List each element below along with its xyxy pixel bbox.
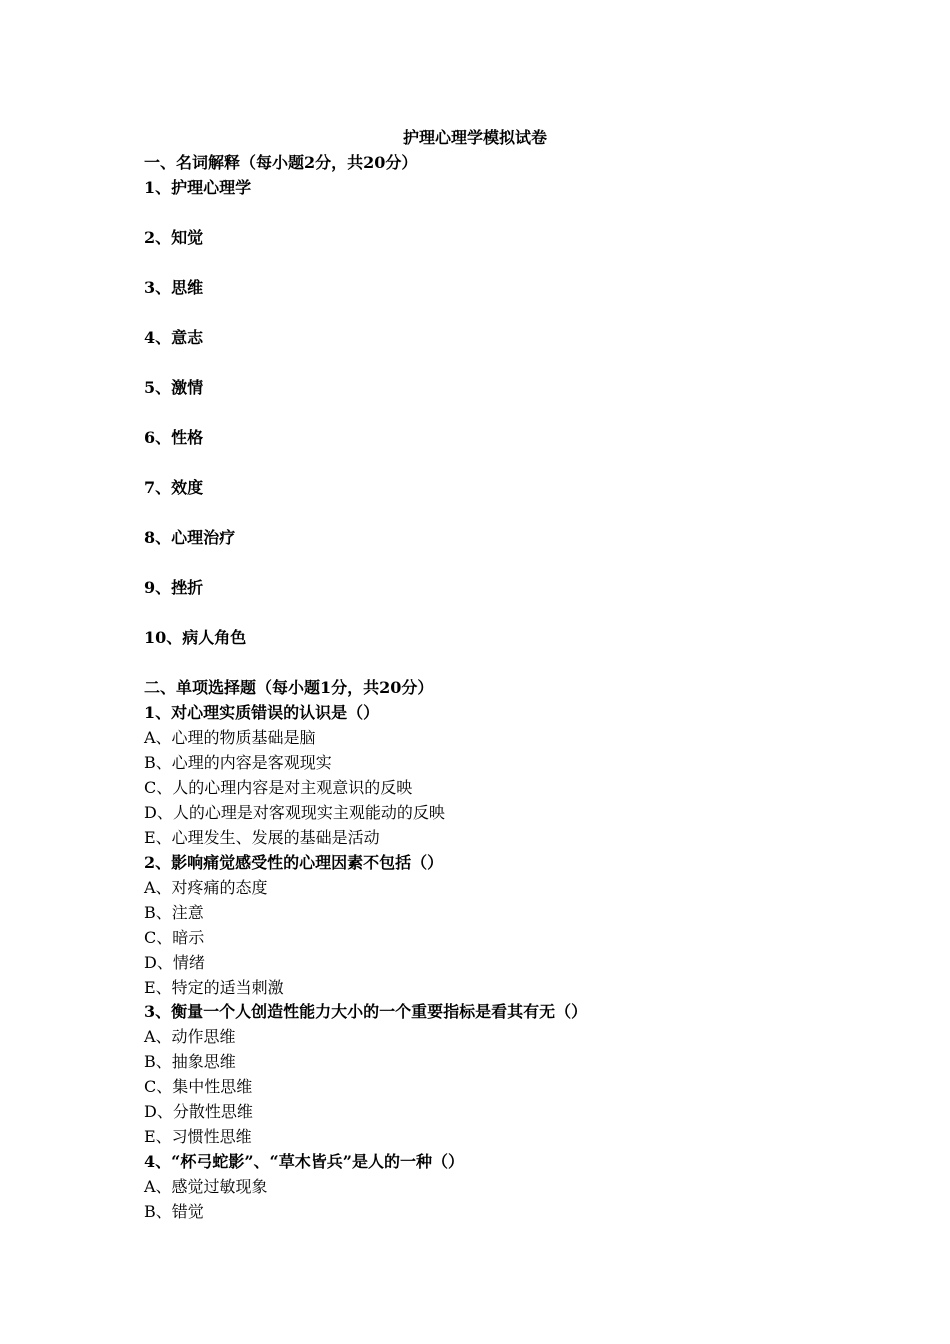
term-item: 3、思维	[144, 278, 204, 297]
term-item: 8、心理治疗	[144, 528, 236, 547]
answer-option: A、心理的物质基础是脑	[144, 728, 316, 747]
answer-option: A、对疼痛的态度	[144, 878, 268, 897]
term-item: 9、挫折	[144, 578, 204, 597]
question-text: 3、衡量一个人创造性能力大小的一个重要指标是看其有无（）	[144, 1002, 588, 1021]
answer-option: C、集中性思维	[144, 1077, 253, 1096]
term-item: 2、知觉	[144, 228, 204, 247]
answer-option: C、暗示	[144, 928, 205, 947]
term-item: 7、效度	[144, 478, 204, 497]
answer-option: D、分散性思维	[144, 1102, 253, 1121]
answer-option: A、感觉过敏现象	[144, 1177, 268, 1196]
term-item: 6、性格	[144, 428, 204, 447]
answer-option: E、习惯性思维	[144, 1127, 252, 1146]
term-item: 4、意志	[144, 328, 204, 347]
answer-option: E、特定的适当刺激	[144, 978, 284, 997]
section-heading-choice: 二、单项选择题（每小题1分，共20分）	[144, 678, 434, 697]
answer-option: E、心理发生、发展的基础是活动	[144, 828, 380, 847]
answer-option: D、情绪	[144, 953, 205, 972]
term-item: 10、病人角色	[144, 628, 247, 647]
question-text: 4、“杯弓蛇影”、“草木皆兵”是人的一种（）	[144, 1152, 464, 1171]
answer-option: D、人的心理是对客观现实主观能动的反映	[144, 803, 445, 822]
question-text: 1、对心理实质错误的认识是（）	[144, 703, 380, 722]
answer-option: B、抽象思维	[144, 1052, 236, 1071]
question-text: 2、影响痛觉感受性的心理因素不包括（）	[144, 853, 444, 872]
answer-option: B、心理的内容是客观现实	[144, 753, 332, 772]
answer-option: A、动作思维	[144, 1027, 236, 1046]
answer-option: B、注意	[144, 903, 204, 922]
answer-option: C、人的心理内容是对主观意识的反映	[144, 778, 413, 797]
answer-option: B、错觉	[144, 1202, 204, 1221]
exam-title: 护理心理学模拟试卷	[402, 128, 547, 147]
term-item: 1、护理心理学	[144, 178, 252, 197]
section-heading-terms: 一、名词解释（每小题2分，共20分）	[144, 153, 418, 172]
term-item: 5、激情	[144, 378, 204, 397]
